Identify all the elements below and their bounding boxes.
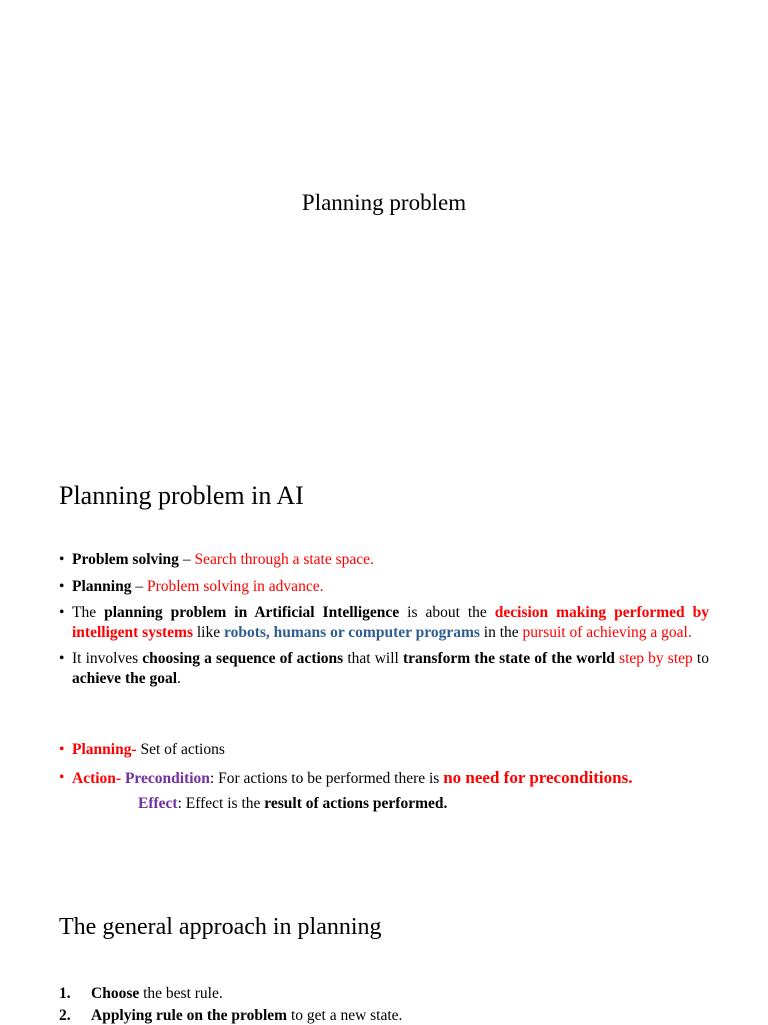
term: Planning- bbox=[72, 741, 137, 758]
text-red: step by step bbox=[619, 650, 693, 667]
text: to get a new state. bbox=[287, 1007, 403, 1024]
bullet-planning-problem bbox=[59, 603, 709, 642]
text: The bbox=[72, 604, 105, 621]
definition: Set of actions bbox=[136, 741, 225, 758]
bullet-dot: • bbox=[59, 551, 65, 568]
subterm-precondition: Precondition bbox=[121, 769, 210, 787]
list-item bbox=[59, 985, 709, 1003]
definition: Problem solving in advance. bbox=[146, 577, 324, 595]
section-heading-planning-ai: Planning problem in AI bbox=[59, 481, 304, 510]
text: . bbox=[177, 669, 181, 687]
term: Problem solving bbox=[72, 551, 179, 568]
bullet-problem-solving bbox=[59, 550, 709, 570]
text-red-bold: decision making performed by intelligent systems bbox=[72, 604, 709, 641]
text-red-bold: no need for preconditions. bbox=[443, 767, 633, 787]
text: is about the bbox=[399, 604, 495, 621]
text: : Effect is the bbox=[177, 795, 265, 812]
term: Action- bbox=[72, 769, 122, 787]
bullet-dot: • bbox=[59, 577, 65, 595]
list-item bbox=[59, 1007, 709, 1025]
subterm-effect: Effect bbox=[138, 795, 178, 812]
text: like bbox=[192, 623, 224, 641]
bullet-dot: • bbox=[59, 768, 65, 786]
text: that will bbox=[343, 650, 403, 667]
separator: – bbox=[131, 577, 147, 595]
text-bold: transform the state of the world bbox=[403, 650, 615, 667]
text-bold: planning problem in Artificial Intelligence bbox=[104, 604, 400, 621]
numbered-list bbox=[59, 985, 709, 1025]
text: It involves bbox=[72, 650, 143, 667]
bullet-dot: • bbox=[59, 650, 65, 667]
definition: Search through a state space. bbox=[194, 551, 374, 568]
bullet-action-definition bbox=[59, 768, 709, 789]
text-bold: choosing a sequence of actions bbox=[142, 650, 344, 667]
section-heading-general-approach: The general approach in planning bbox=[59, 914, 382, 940]
item-number: 1. bbox=[59, 985, 71, 1002]
text-blue-bold: robots, humans or computer programs bbox=[223, 623, 480, 641]
term: Planning bbox=[72, 577, 132, 595]
text-bold: result of actions performed. bbox=[264, 795, 448, 812]
text-red: pursuit of achieving a goal. bbox=[522, 623, 692, 641]
text-bold: achieve the goal bbox=[72, 669, 178, 687]
text: the best rule. bbox=[139, 985, 223, 1002]
text: : For actions to be performed there is bbox=[209, 769, 444, 787]
bullet-planning bbox=[59, 577, 709, 597]
bullet-list-definitions bbox=[59, 740, 709, 814]
effect-line bbox=[59, 794, 709, 814]
bullet-list bbox=[59, 550, 709, 688]
bullet-sequence-actions bbox=[59, 649, 709, 688]
text-bold: Applying rule on the problem bbox=[91, 1007, 288, 1024]
separator: – bbox=[178, 551, 195, 568]
bullet-dot: • bbox=[59, 604, 65, 621]
bullet-dot: • bbox=[59, 741, 65, 758]
bullet-planning-definition bbox=[59, 740, 709, 760]
text: to bbox=[692, 650, 709, 667]
slide-title: Planning problem bbox=[301, 190, 467, 215]
text-bold: Choose bbox=[91, 985, 140, 1002]
item-number: 2. bbox=[59, 1007, 71, 1024]
text: in the bbox=[479, 623, 523, 641]
